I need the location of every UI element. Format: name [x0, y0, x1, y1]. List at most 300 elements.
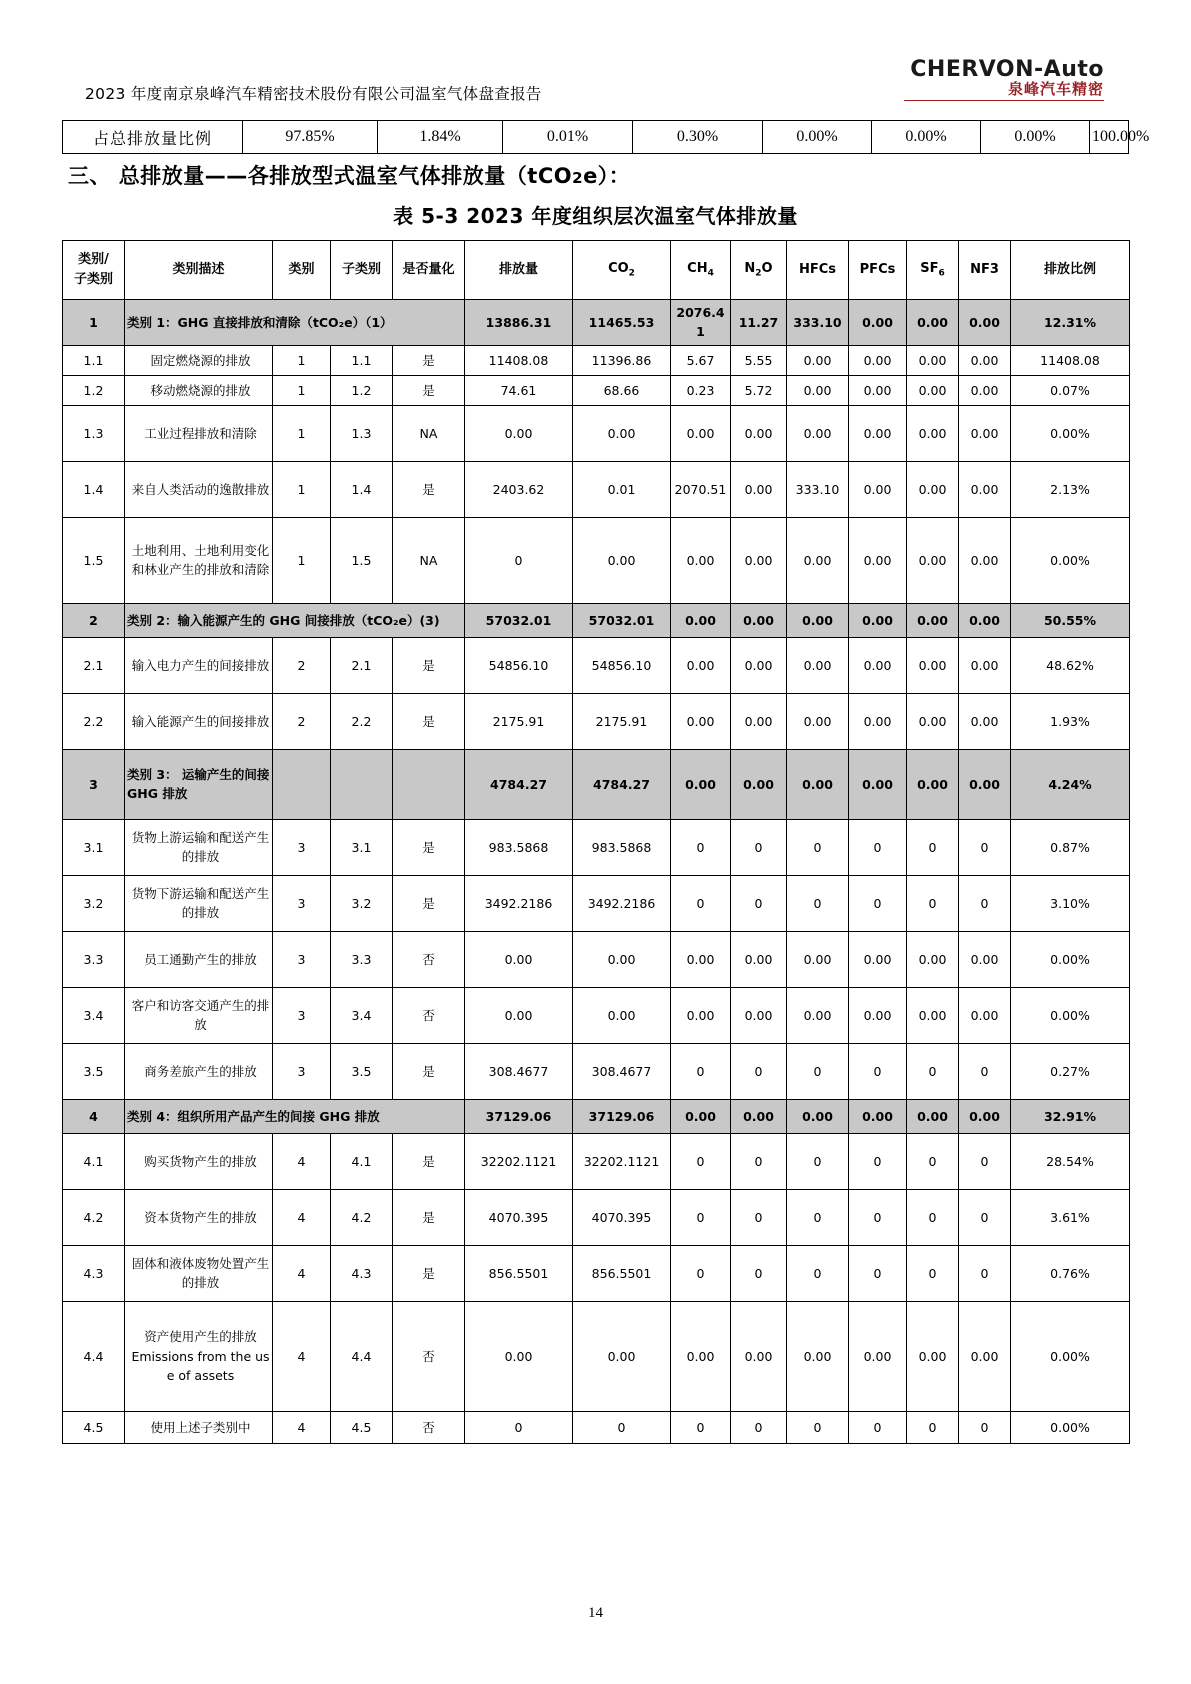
row-value: 0.00	[573, 1301, 671, 1411]
row-value: 0.00	[849, 987, 907, 1043]
logo-main-text: CHERVON-Auto	[910, 57, 1104, 82]
row-value: 0	[959, 1411, 1011, 1443]
row-value: 0.00	[731, 603, 787, 637]
row-category: 3	[273, 875, 331, 931]
col-header-category-line1: 类别/	[78, 251, 109, 267]
emissions-table	[62, 240, 1130, 1444]
table-row	[63, 1189, 1130, 1245]
row-value: 0.00	[849, 300, 907, 346]
row-description: 类别 3： 运输产生的间接 GHG 排放	[125, 749, 273, 819]
row-category: 3	[273, 931, 331, 987]
row-value: 983.5868	[573, 819, 671, 875]
row-quantified: 是	[393, 637, 465, 693]
col-header-co2: $CO_2$	[573, 241, 671, 300]
row-index: 1.2	[63, 375, 125, 405]
row-value: 4070.395	[465, 1189, 573, 1245]
row-value: 0.00	[907, 405, 959, 461]
row-value: 0.00	[849, 931, 907, 987]
row-value: 0.00	[787, 405, 849, 461]
row-value: 32.91%	[1011, 1099, 1130, 1133]
row-category: 3	[273, 819, 331, 875]
row-value: 0.00	[671, 517, 731, 603]
row-value: 0.00	[959, 375, 1011, 405]
ratio-value-3: 0.30%	[633, 121, 763, 154]
row-value: 0.00	[671, 987, 731, 1043]
row-description: 客户和访客交通产生的排放	[125, 987, 273, 1043]
row-value: 0.01	[573, 461, 671, 517]
row-value: 0	[465, 1411, 573, 1443]
row-value: 0.00	[907, 637, 959, 693]
row-value: 0.00	[787, 603, 849, 637]
row-value: 308.4677	[573, 1043, 671, 1099]
row-description: 来自人类活动的逸散排放	[125, 461, 273, 517]
row-description: 工业过程排放和清除	[125, 405, 273, 461]
row-value: 3.10%	[1011, 875, 1130, 931]
page-header	[85, 57, 1106, 114]
ratio-value-4: 0.00%	[763, 121, 872, 154]
row-value: 0.00	[959, 300, 1011, 346]
row-value: 4784.27	[573, 749, 671, 819]
row-index: 4.3	[63, 1245, 125, 1301]
row-value: 0	[959, 819, 1011, 875]
row-value: 0.00	[907, 693, 959, 749]
row-value: 0	[465, 517, 573, 603]
row-index: 1.5	[63, 517, 125, 603]
row-value: 3492.2186	[465, 875, 573, 931]
row-value: 0.00	[671, 693, 731, 749]
row-value: 0.00	[573, 517, 671, 603]
row-value: 11.27	[731, 300, 787, 346]
row-value: 57032.01	[465, 603, 573, 637]
row-subcategory: 2.1	[331, 637, 393, 693]
row-value: 0.00	[787, 345, 849, 375]
row-value: 333.10	[787, 300, 849, 346]
row-value: 4.24%	[1011, 749, 1130, 819]
table-row	[63, 693, 1130, 749]
row-value: 11408.08	[1011, 345, 1130, 375]
row-value: 5.55	[731, 345, 787, 375]
row-index: 3.2	[63, 875, 125, 931]
row-value: 5.72	[731, 375, 787, 405]
row-value: 0.07%	[1011, 375, 1130, 405]
row-index: 1.1	[63, 345, 125, 375]
row-index: 2	[63, 603, 125, 637]
row-quantified: 是	[393, 693, 465, 749]
row-value: 0	[671, 1133, 731, 1189]
row-quantified: 是	[393, 1189, 465, 1245]
row-value: 0.00	[907, 300, 959, 346]
row-category: 3	[273, 1043, 331, 1099]
row-value: 0.00	[907, 931, 959, 987]
table-row	[63, 121, 1129, 154]
row-subcategory: 1.3	[331, 405, 393, 461]
row-value: 0.00	[849, 749, 907, 819]
section-heading-sub: 2	[572, 169, 584, 187]
row-value: 4070.395	[573, 1189, 671, 1245]
row-value: 0.00	[731, 987, 787, 1043]
row-value: 0.00	[573, 931, 671, 987]
col-header-subcategory: 子类别	[331, 241, 393, 300]
table-row-category	[63, 300, 1130, 346]
row-index: 2.1	[63, 637, 125, 693]
row-value: 0.00	[849, 405, 907, 461]
row-value: 0	[731, 1133, 787, 1189]
row-description: 资本货物产生的排放	[125, 1189, 273, 1245]
row-quantified: 否	[393, 1411, 465, 1443]
row-value: 0	[787, 819, 849, 875]
row-description: 移动燃烧源的排放	[125, 375, 273, 405]
table-row-category	[63, 749, 1130, 819]
section-heading	[68, 160, 630, 190]
ratio-value-1: 1.84%	[378, 121, 503, 154]
row-quantified: 是	[393, 1133, 465, 1189]
col-header-ch4: $CH_4$	[671, 241, 731, 300]
table-row	[63, 1133, 1130, 1189]
row-value: 57032.01	[573, 603, 671, 637]
ratio-label: 占总排放量比例	[63, 121, 243, 154]
row-value: 0.00%	[1011, 931, 1130, 987]
row-category: 1	[273, 375, 331, 405]
row-index: 1	[63, 300, 125, 346]
row-value: 0	[959, 875, 1011, 931]
row-value: 4784.27	[465, 749, 573, 819]
row-value: 0.00	[849, 375, 907, 405]
row-value: 0.00	[907, 1301, 959, 1411]
row-value: 0.00	[465, 931, 573, 987]
row-value: 0	[849, 1245, 907, 1301]
row-value: 37129.06	[465, 1099, 573, 1133]
row-value: 0.00%	[1011, 517, 1130, 603]
row-value: 0.00	[731, 749, 787, 819]
row-value: 0	[787, 1043, 849, 1099]
row-index: 3.4	[63, 987, 125, 1043]
row-index: 4.1	[63, 1133, 125, 1189]
row-value: 0.00	[907, 461, 959, 517]
row-value: 0.00	[849, 517, 907, 603]
row-value: 0.00%	[1011, 405, 1130, 461]
row-value: 0.00	[959, 517, 1011, 603]
row-value: 0.00	[959, 461, 1011, 517]
row-category: 4	[273, 1189, 331, 1245]
row-value: 2076.41	[671, 300, 731, 346]
col-header-category-line2: 子类别	[73, 272, 113, 287]
row-index: 4.4	[63, 1301, 125, 1411]
row-index: 3.5	[63, 1043, 125, 1099]
row-value: 0.00	[907, 749, 959, 819]
table-row	[63, 517, 1130, 603]
row-value: 0.00	[959, 637, 1011, 693]
row-quantified: 否	[393, 987, 465, 1043]
row-value: 0.00	[849, 1301, 907, 1411]
row-value: 0.00	[959, 1099, 1011, 1133]
row-value: 28.54%	[1011, 1133, 1130, 1189]
col-header-pfcs: PFCs	[849, 241, 907, 300]
row-value: 0	[907, 1043, 959, 1099]
row-value: 0.00	[671, 637, 731, 693]
row-value: 0.00	[849, 461, 907, 517]
ratio-value-7: 100.00%	[1090, 121, 1129, 154]
row-value: 0.00%	[1011, 1301, 1130, 1411]
row-quantified: 是	[393, 345, 465, 375]
row-value: 0.00	[907, 1099, 959, 1133]
row-value: 68.66	[573, 375, 671, 405]
table-row	[63, 461, 1130, 517]
row-value: 0	[731, 1043, 787, 1099]
row-value: 0.00	[849, 693, 907, 749]
row-index: 1.4	[63, 461, 125, 517]
row-subcategory: 1.4	[331, 461, 393, 517]
row-subcategory: 1.2	[331, 375, 393, 405]
row-quantified: 是	[393, 375, 465, 405]
row-value: 0	[849, 819, 907, 875]
row-description: 货物上游运输和配送产生的排放	[125, 819, 273, 875]
row-description: 购买货物产生的排放	[125, 1133, 273, 1189]
row-subcategory: 2.2	[331, 693, 393, 749]
row-value: 0	[849, 875, 907, 931]
company-logo	[904, 58, 1104, 101]
ratio-table	[62, 120, 1150, 154]
row-value: 0	[849, 1411, 907, 1443]
row-value: 50.55%	[1011, 603, 1130, 637]
col-header-n2o: $N_2O$	[731, 241, 787, 300]
row-value: 2.13%	[1011, 461, 1130, 517]
row-value: 0.00	[465, 405, 573, 461]
col-header-hfcs: HFCs	[787, 241, 849, 300]
row-category: 1	[273, 517, 331, 603]
row-value: 0.00	[787, 749, 849, 819]
row-quantified: 是	[393, 875, 465, 931]
row-value: 0	[731, 1411, 787, 1443]
row-category: 1	[273, 405, 331, 461]
row-value: 0	[731, 819, 787, 875]
ratio-value-0: 97.85%	[243, 121, 378, 154]
row-value: 856.5501	[573, 1245, 671, 1301]
row-value: 0.76%	[1011, 1245, 1130, 1301]
row-value: 0.00	[671, 1301, 731, 1411]
row-value: 0.00	[573, 405, 671, 461]
row-value: 0	[959, 1245, 1011, 1301]
row-quantified: 是	[393, 1245, 465, 1301]
row-description: 固体和液体废物处置产生的排放	[125, 1245, 273, 1301]
row-subcategory: 4.1	[331, 1133, 393, 1189]
row-value: 0.00	[849, 1099, 907, 1133]
row-value: 3.61%	[1011, 1189, 1130, 1245]
col-header-ratio: 排放比例	[1011, 241, 1130, 300]
row-value: 0	[787, 875, 849, 931]
table-row	[63, 1411, 1130, 1443]
row-value: 0.00	[787, 693, 849, 749]
table-row-category	[63, 1099, 1130, 1133]
row-subcategory: 1.1	[331, 345, 393, 375]
row-category: 1	[273, 461, 331, 517]
table-row	[63, 987, 1130, 1043]
header-title: 2023 年度南京泉峰汽车精密技术股份有限公司温室气体盘查报告	[85, 85, 542, 103]
row-value: 983.5868	[465, 819, 573, 875]
row-description: 类别 2：输入能源产生的 GHG 间接排放（tCO₂e）(3)	[125, 603, 465, 637]
row-value: 0.00	[849, 637, 907, 693]
row-value: 32202.1121	[573, 1133, 671, 1189]
row-value: 13886.31	[465, 300, 573, 346]
row-value: 0.00	[671, 1099, 731, 1133]
row-value: 0.00	[959, 405, 1011, 461]
row-value: 0	[907, 1245, 959, 1301]
row-category: 2	[273, 693, 331, 749]
row-value: 11408.08	[465, 345, 573, 375]
row-description: 员工通勤产生的排放	[125, 931, 273, 987]
row-quantified: NA	[393, 405, 465, 461]
row-value: 0	[907, 875, 959, 931]
row-value: 856.5501	[465, 1245, 573, 1301]
row-value: 0.00	[959, 345, 1011, 375]
row-value: 3492.2186	[573, 875, 671, 931]
row-value: 0.00	[787, 517, 849, 603]
row-value: 0	[671, 1245, 731, 1301]
row-value: 37129.06	[573, 1099, 671, 1133]
section-heading-before: 三、 总排放量——各排放型式温室气体排放量（tCO	[68, 164, 573, 188]
row-subcategory: 1.5	[331, 517, 393, 603]
row-value: 0.00	[959, 603, 1011, 637]
row-description: 输入电力产生的间接排放	[125, 637, 273, 693]
row-quantified: 是	[393, 1043, 465, 1099]
row-value: 1.93%	[1011, 693, 1130, 749]
row-value: 0.00%	[1011, 987, 1130, 1043]
row-description: 商务差旅产生的排放	[125, 1043, 273, 1099]
row-description: 类别 1：GHG 直接排放和清除（tCO₂e）（1）	[125, 300, 465, 346]
row-value: 0.00	[671, 405, 731, 461]
row-value: 0	[671, 1411, 731, 1443]
row-value: 0.00	[731, 517, 787, 603]
row-value: 0.00	[731, 461, 787, 517]
row-quantified: NA	[393, 517, 465, 603]
col-header-nf3: NF3	[959, 241, 1011, 300]
row-value: 0.00	[907, 345, 959, 375]
row-value: 0.00	[731, 931, 787, 987]
row-value: 0.00	[907, 375, 959, 405]
row-value: 0.00	[787, 987, 849, 1043]
row-index: 3.3	[63, 931, 125, 987]
emissions-table-container	[62, 240, 1129, 1444]
row-value: 0.00	[465, 987, 573, 1043]
row-value: 0	[849, 1133, 907, 1189]
ratio-value-2: 0.01%	[503, 121, 633, 154]
row-category: 1	[273, 345, 331, 375]
row-value: 54856.10	[573, 637, 671, 693]
row-empty-cell	[273, 749, 331, 819]
table-row	[63, 1301, 1130, 1411]
row-value: 0.00	[671, 931, 731, 987]
row-description: 货物下游运输和配送产生的排放	[125, 875, 273, 931]
ratio-value-6: 0.00%	[981, 121, 1090, 154]
row-value: 0	[731, 1245, 787, 1301]
table-row	[63, 375, 1130, 405]
row-index: 4.5	[63, 1411, 125, 1443]
row-value: 0	[849, 1043, 907, 1099]
row-value: 0.00	[671, 749, 731, 819]
row-value: 0.00	[849, 345, 907, 375]
row-value: 0	[959, 1043, 1011, 1099]
page-number: 14	[588, 1605, 603, 1621]
col-header-category-sub	[63, 241, 125, 300]
row-value: 0	[849, 1189, 907, 1245]
table-header-row	[63, 241, 1130, 300]
row-value: 5.67	[671, 345, 731, 375]
row-value: 0.00	[959, 987, 1011, 1043]
row-category: 2	[273, 637, 331, 693]
row-value: 2070.51	[671, 461, 731, 517]
row-value: 0	[959, 1133, 1011, 1189]
row-value: 0.00	[465, 1301, 573, 1411]
table-row	[63, 637, 1130, 693]
row-category: 3	[273, 987, 331, 1043]
row-quantified: 否	[393, 931, 465, 987]
table-row	[63, 1245, 1130, 1301]
row-value: 48.62%	[1011, 637, 1130, 693]
table-row	[63, 875, 1130, 931]
row-value: 0	[787, 1411, 849, 1443]
row-value: 0.00	[787, 637, 849, 693]
row-value: 0.00	[849, 603, 907, 637]
row-category: 4	[273, 1301, 331, 1411]
row-value: 12.31%	[1011, 300, 1130, 346]
row-index: 4	[63, 1099, 125, 1133]
row-value: 32202.1121	[465, 1133, 573, 1189]
row-value: 0.00	[787, 375, 849, 405]
row-value: 0	[907, 1189, 959, 1245]
table-row	[63, 405, 1130, 461]
row-value: 0	[787, 1189, 849, 1245]
col-header-emissions: 排放量	[465, 241, 573, 300]
row-description: 土地利用、土地利用变化和林业产生的排放和清除	[125, 517, 273, 603]
logo-sub-text: 泉峰汽车精密	[1007, 80, 1104, 99]
row-value: 0.00	[959, 693, 1011, 749]
row-value: 308.4677	[465, 1043, 573, 1099]
row-subcategory: 3.2	[331, 875, 393, 931]
row-value: 0	[787, 1133, 849, 1189]
table-caption: 表 5-3 2023 年度组织层次温室气体排放量	[393, 204, 798, 228]
row-index: 4.2	[63, 1189, 125, 1245]
row-value: 0.00	[907, 517, 959, 603]
row-value: 0.00	[787, 931, 849, 987]
row-empty-cell	[331, 749, 393, 819]
row-value: 0	[959, 1189, 1011, 1245]
col-header-category: 类别	[273, 241, 331, 300]
row-empty-cell	[393, 749, 465, 819]
row-description: 输入能源产生的间接排放	[125, 693, 273, 749]
table-row-category	[63, 603, 1130, 637]
row-subcategory: 3.1	[331, 819, 393, 875]
row-value: 0.87%	[1011, 819, 1130, 875]
row-index: 3.1	[63, 819, 125, 875]
row-value: 0	[671, 819, 731, 875]
row-category: 4	[273, 1133, 331, 1189]
row-value: 0	[907, 1133, 959, 1189]
emissions-table-body	[63, 300, 1130, 1444]
row-value: 0.00	[671, 603, 731, 637]
row-value: 0	[671, 1043, 731, 1099]
table-row	[63, 345, 1130, 375]
row-value: 0.00	[959, 749, 1011, 819]
row-value: 0.00%	[1011, 1411, 1130, 1443]
row-value: 0	[573, 1411, 671, 1443]
row-value: 0.27%	[1011, 1043, 1130, 1099]
row-value: 0.00	[731, 1099, 787, 1133]
table-row	[63, 931, 1130, 987]
row-value: 0	[907, 819, 959, 875]
row-value: 0.23	[671, 375, 731, 405]
row-subcategory: 4.2	[331, 1189, 393, 1245]
row-quantified: 是	[393, 819, 465, 875]
row-value: 0.00	[907, 603, 959, 637]
